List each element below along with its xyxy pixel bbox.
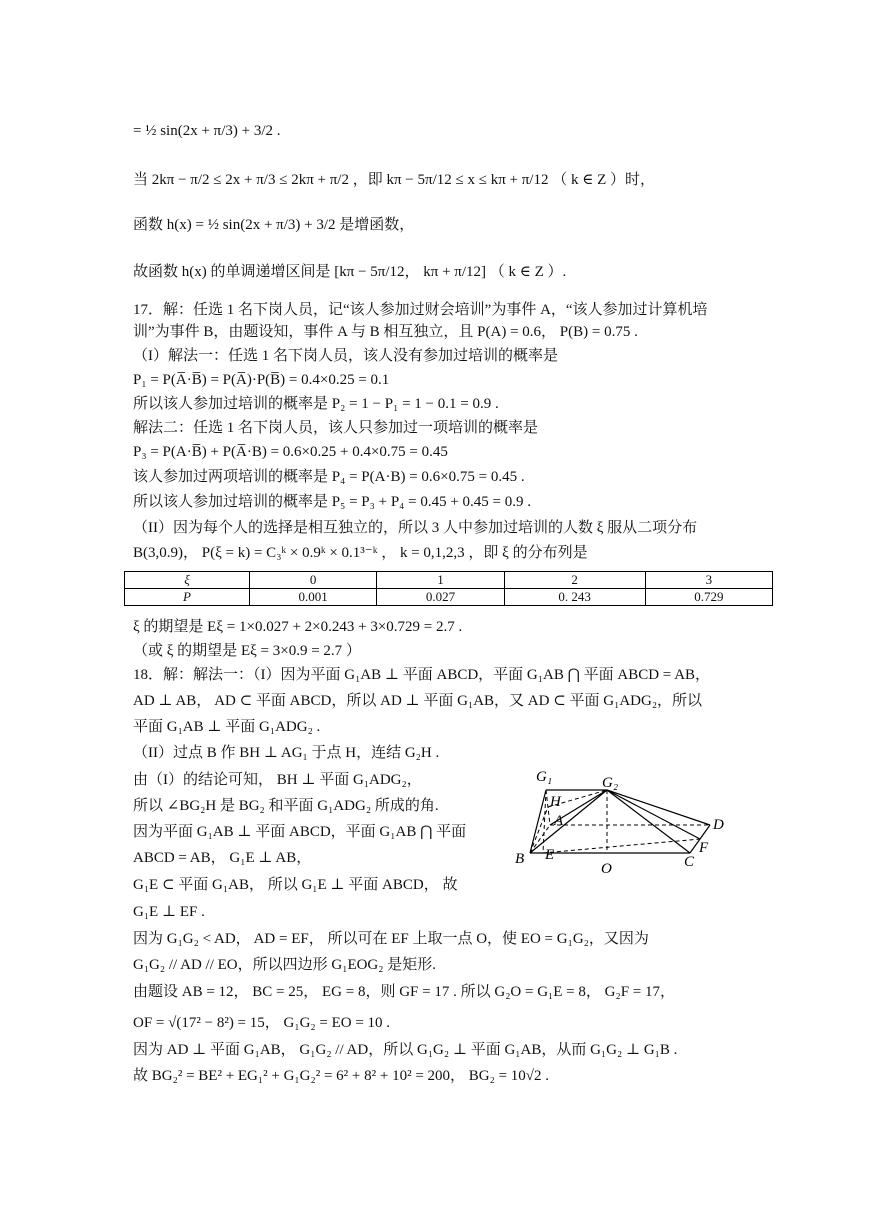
- text-line: 17．解：任选 1 名下岗人员，记“该人参加过财会培训”为事件 A，“该人参加过计算机培: [133, 302, 708, 318]
- text-line: 由题设 AB = 12， BC = 25， EG = 8，则 GF = 17 . 所以 G₂O = G₁E = 8， G₂F = 17，: [133, 984, 676, 1000]
- distribution-table: [124, 571, 773, 606]
- geometry-figure: [512, 765, 737, 880]
- table-cell: 0.729: [645, 589, 772, 606]
- label-o: O: [601, 861, 612, 877]
- label-g1: G₁: [536, 769, 553, 785]
- label-d: D: [713, 817, 724, 833]
- text-line: （或 ξ 的期望是 Eξ = 3×0.9 = 2.7 ）: [133, 643, 361, 659]
- text-line: （II）过点 B 作 BH ⊥ AG₁ 于点 H，连结 G₂H .: [133, 745, 440, 761]
- text-line: 平面 G₁AB ⊥ 平面 G₁ADG₂ .: [133, 719, 321, 735]
- table-row: [125, 572, 773, 589]
- text-line: （I）解法一：任选 1 名下岗人员，该人没有参加过培训的概率是: [133, 348, 558, 364]
- text-line: 训”为事件 B，由题设知，事件 A 与 B 相互独立，且 P(A) = 0.6， P(B) = 0.75 .: [133, 324, 638, 340]
- text-line: 该人参加过两项培训的概率是 P₄ = P(A·B) = 0.6×0.75 = 0.45 .: [133, 469, 525, 485]
- label-e: E: [545, 847, 555, 863]
- text-line: 18．解：解法一：（I）因为平面 G₁AB ⊥ 平面 ABCD，平面 G₁AB ⋂ 平面 ABCD = AB，: [133, 667, 711, 683]
- text-line: 所以该人参加过培训的概率是 P₂ = 1 − P₁ = 1 − 0.1 = 0.9 .: [133, 396, 499, 412]
- text-line: B(3,0.9)， P(ξ = k) = C₃ᵏ × 0.9ᵏ × 0.1³⁻ᵏ ， k = 0,1,2,3 ，即 ξ 的分布列是: [133, 545, 588, 561]
- text-line: 所以 ∠BG₂H 是 BG₂ 和平面 G₁ADG₂ 所成的角.: [133, 798, 439, 814]
- text-line: G₁E ⊥ EF .: [133, 904, 205, 920]
- text-line: 所以该人参加过培训的概率是 P₅ = P₃ + P₄ = 0.45 + 0.45 = 0.9 .: [133, 494, 532, 510]
- text-line: 故 BG₂² = BE² + EG₁² + G₁G₂² = 6² + 8² + 10² = 200， BG₂ = 10√2 .: [133, 1068, 550, 1084]
- table-cell: 2: [504, 572, 645, 589]
- label-b: B: [515, 851, 525, 867]
- text-line: 函数 h(x) = ½ sin(2x + π/3) + 3/2 是增函数，: [133, 217, 415, 233]
- text-line: 当 2kπ − π/2 ≤ 2x + π/3 ≤ 2kπ + π/2 ，即 kπ − 5π/12 ≤ x ≤ kπ + π/12 （ k ∈ Z ）时，: [133, 172, 655, 188]
- edge-g2f: [607, 790, 700, 839]
- edge-g2b: [530, 790, 607, 853]
- text-line: 故函数 h(x) 的单调递增区间是 [kπ − 5π/12， kπ + π/12] （ k ∈ Z ）.: [133, 264, 567, 280]
- text-line: 因为平面 G₁AB ⊥ 平面 ABCD，平面 G₁AB ⋂ 平面: [133, 824, 467, 840]
- text-line: 由（I）的结论可知， BH ⊥ 平面 G₁ADG₂，: [133, 772, 422, 788]
- table-header-cell: ξ: [125, 572, 250, 589]
- label-h: H: [550, 794, 561, 810]
- text-line: OF = √(17² − 8²) = 15， G₁G₂ = EO = 10 .: [133, 1015, 391, 1031]
- label-c: C: [684, 854, 695, 870]
- table-row: [125, 589, 773, 606]
- text-line: ξ 的期望是 Eξ = 1×0.027 + 2×0.243 + 3×0.729 = 2.7 .: [133, 619, 463, 635]
- text-line: P₃ = P(A·B̅) + P(A̅·B) = 0.6×0.25 + 0.4×0.75 = 0.45: [133, 444, 448, 460]
- label-g2: G₂: [602, 775, 619, 791]
- text-line: G₁G₂ // AD // EO，所以四边形 G₁EOG₂ 是矩形.: [133, 957, 436, 973]
- label-f: F: [699, 840, 709, 856]
- edge-ef: [543, 839, 700, 853]
- text-line: AD ⊥ AB， AD ⊂ 平面 ABCD，所以 AD ⊥ 平面 G₁AB，又 AD ⊂ 平面 G₁ADG₂，所以: [133, 693, 703, 709]
- table-cell: 0.027: [377, 589, 504, 606]
- text-line: 因为 G₁G₂ < AD， AD = EF， 所以可在 EF 上取一点 O，使 EO = G₁G₂，又因为: [133, 931, 649, 947]
- table-header-cell: P: [125, 589, 250, 606]
- text-line: G₁E ⊂ 平面 G₁AB， 所以 G₁E ⊥ 平面 ABCD， 故: [133, 877, 458, 893]
- text-line: 解法二：任选 1 名下岗人员，该人只参加过一项培训的概率是: [133, 420, 539, 436]
- text-line: P₁ = P(A̅·B̅) = P(A̅)·P(B̅) = 0.4×0.25 = 0.1: [133, 372, 390, 388]
- text-line: 因为 AD ⊥ 平面 G₁AB， G₁G₂ // AD，所以 G₁G₂ ⊥ 平面 G₁AB，从而 G₁G₂ ⊥ G₁B .: [133, 1042, 678, 1058]
- text-line: ABCD = AB， G₁E ⊥ AB，: [133, 850, 312, 866]
- table-cell: 0. 243: [504, 589, 645, 606]
- table-cell: 0.001: [250, 589, 377, 606]
- edge-g1b: [530, 790, 546, 853]
- table-cell: 0: [250, 572, 377, 589]
- text-line: （II）因为每个人的选择是相互独立的，所以 3 人中参加过培训的人数 ξ 服从二项分布: [133, 520, 698, 536]
- table-cell: 1: [377, 572, 504, 589]
- text-line: = ½ sin(2x + π/3) + 3/2 .: [133, 123, 281, 139]
- table-cell: 3: [645, 572, 772, 589]
- label-a: A: [554, 813, 564, 829]
- edge-g2d: [607, 790, 710, 825]
